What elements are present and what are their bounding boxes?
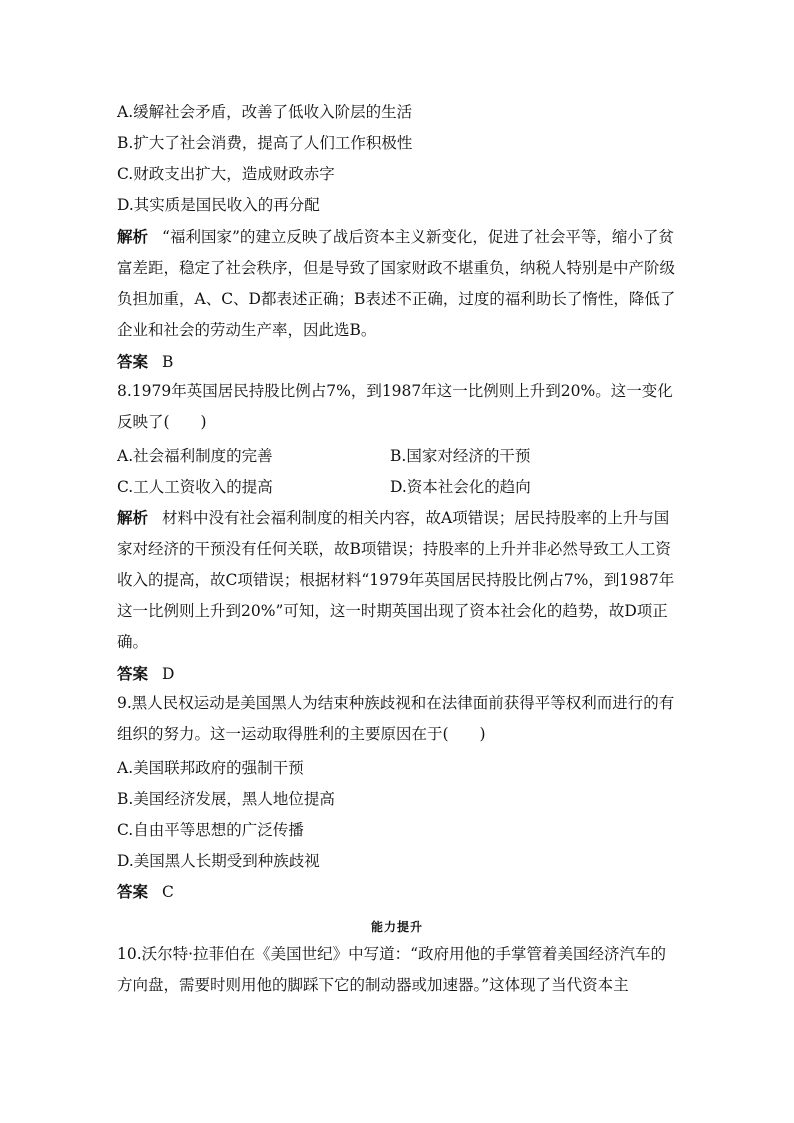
q7-option-a: A.缓解社会矛盾，改善了低收入阶层的生活 bbox=[117, 103, 413, 121]
q8-analysis bbox=[117, 502, 679, 658]
q8-answer-value: D bbox=[162, 665, 175, 683]
q7-analysis bbox=[117, 221, 679, 346]
q7-answer bbox=[117, 352, 173, 372]
q7-answer-value: B bbox=[162, 353, 174, 371]
q9-answer bbox=[117, 882, 174, 902]
q9-option-b: B.美国经济发展，黑人地位提高 bbox=[117, 790, 335, 808]
q8-option-a: A.社会福利制度的完善 bbox=[117, 447, 273, 465]
q8-stem: 8.1979年英国居民持股比例占7%，到1987年这一比例则上升到20%。这一变化反映了( ) bbox=[117, 382, 673, 431]
q7-option-c: C.财政支出扩大，造成财政赤字 bbox=[117, 165, 335, 183]
q8-answer-label: 答案 bbox=[117, 664, 149, 683]
q8-options-row-1 bbox=[117, 446, 273, 466]
q10-stem: 10.沃尔特·拉菲伯在《美国世纪》中写道：“政府用他的手掌管着美国经济汽车的方向盘，需要时则用他的脚踩下它的制动器或加速器。”这体现了当代资本主 bbox=[117, 945, 667, 994]
q7-option-d: D.其实质是国民收入的再分配 bbox=[117, 196, 320, 214]
q9-option-d: D.美国黑人长期受到种族歧视 bbox=[117, 852, 320, 870]
q8-options-row-2 bbox=[117, 477, 273, 497]
q9-answer-label: 答案 bbox=[117, 882, 149, 901]
q8-analysis-text: 材料中没有社会福利制度的相关内容，故A项错误；居民持股率的上升与国家对经济的干预没有任何关联，故B项错误；持股率的上升并非必然导致工人工资收入的提高，故C项错误；根据材料“1979年英国居民持股比例占7%，到1987年这一比例则上升到20%”可知，这一时期英国出现了资本社会化的趋势，故D项正确。 bbox=[117, 509, 675, 651]
q7-option-b: B.扩大了社会消费，提高了人们工作积极性 bbox=[117, 134, 413, 152]
q8-option-b: B.国家对经济的干预 bbox=[390, 447, 531, 465]
q7-answer-label: 答案 bbox=[117, 352, 149, 371]
q7-analysis-label: 解析 bbox=[117, 227, 149, 246]
q9-stem: 9.黑人民权运动是美国黑人为结束种族歧视和在法律面前获得平等权利而进行的有组织的努力。这一运动取得胜利的主要原因在于( ) bbox=[117, 694, 675, 743]
section-title: 能力提升 bbox=[370, 920, 423, 934]
q8-option-d: D.资本社会化的趋向 bbox=[390, 478, 531, 496]
q9-option-a: A.美国联邦政府的强制干预 bbox=[117, 759, 304, 777]
q9-answer-value: C bbox=[162, 883, 174, 901]
q8-option-c: C.工人工资收入的提高 bbox=[117, 478, 273, 496]
q9-option-c: C.自由平等思想的广泛传播 bbox=[117, 821, 304, 839]
q7-analysis-text: “福利国家”的建立反映了战后资本主义新变化，促进了社会平等，缩小了贫富差距，稳定了社会秩序，但是导致了国家财政不堪重负，纳税人特别是中产阶级负担加重，A、C、D都表述正确；B表述不正确，过度的福利助长了惰性，降低了企业和社会的劳动生产率，因此选B。 bbox=[117, 228, 676, 339]
q8-analysis-label: 解析 bbox=[117, 508, 149, 527]
q8-answer bbox=[117, 664, 174, 684]
